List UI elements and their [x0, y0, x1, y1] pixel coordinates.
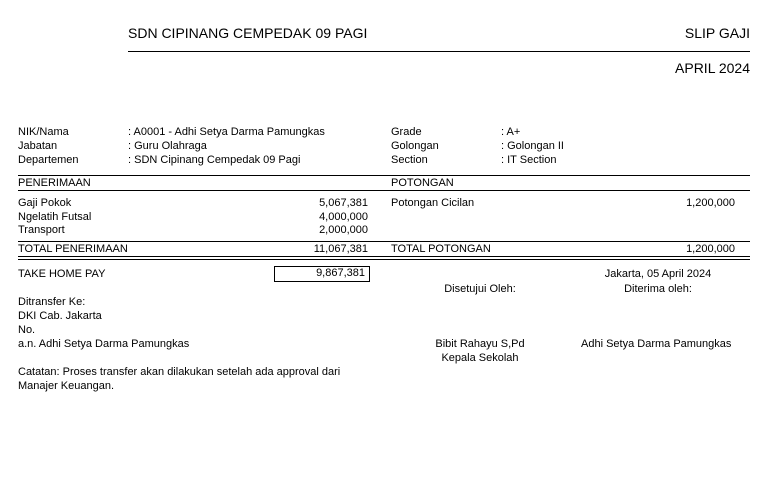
section-value: : IT Section — [501, 154, 557, 166]
penerimaan-item-label: Ngelatih Futsal — [18, 211, 92, 223]
nik-label: NIK/Nama — [18, 126, 69, 138]
total-potongan-label: TOTAL POTONGAN — [391, 243, 491, 255]
section-heading-rule — [18, 190, 750, 191]
approver-title: Kepala Sekolah — [441, 352, 519, 364]
golongan-label: Golongan — [391, 140, 439, 152]
potongan-item-label: Potongan Cicilan — [391, 197, 475, 209]
penerimaan-item-amount: 5,067,381 — [319, 197, 368, 209]
grade-label: Grade — [391, 126, 422, 138]
receiver-name: Adhi Setya Darma Pamungkas — [581, 338, 732, 350]
penerimaan-item-label: Gaji Pokok — [18, 197, 72, 209]
transfer-line: Ditransfer Ke: — [18, 296, 86, 308]
approved-label: Disetujui Oleh: — [444, 283, 516, 295]
take-home-label: TAKE HOME PAY — [18, 268, 106, 280]
penerimaan-item-amount: 2,000,000 — [319, 224, 368, 236]
transfer-account-no: No. — [18, 324, 36, 336]
total-penerimaan-label: TOTAL PENERIMAAN — [18, 243, 128, 255]
totals-bottom-rule-1 — [18, 256, 750, 257]
golongan-value: : Golongan II — [501, 140, 564, 152]
received-label: Diterima oleh: — [624, 283, 692, 295]
approver-name: Bibit Rahayu S,Pd — [435, 338, 525, 350]
departemen-value: : SDN Cipinang Cempedak 09 Pagi — [128, 154, 301, 166]
transfer-account-name: a.n. Adhi Setya Darma Pamungkas — [18, 338, 190, 350]
period: APRIL 2024 — [675, 60, 750, 76]
place-date: Jakarta, 05 April 2024 — [604, 268, 712, 280]
school-name: SDN CIPINANG CEMPEDAK 09 PAGI — [128, 25, 368, 41]
penerimaan-item-label: Transport — [18, 224, 65, 236]
nik-value: : A0001 - Adhi Setya Darma Pamungkas — [128, 126, 325, 138]
total-penerimaan-amount: 11,067,381 — [313, 243, 368, 255]
note-line-2: Manajer Keuangan. — [18, 380, 115, 392]
potongan-heading: POTONGAN — [391, 177, 454, 189]
jabatan-value: : Guru Olahraga — [128, 140, 207, 152]
section-top-rule — [18, 175, 750, 176]
total-potongan-amount: 1,200,000 — [686, 243, 735, 255]
note-line-1: Catatan: Proses transfer akan dilakukan setelah ada approval dari — [18, 366, 341, 378]
grade-value: : A+ — [501, 126, 521, 138]
take-home-amount: 9,867,381 — [274, 266, 370, 282]
totals-bottom-rule-2 — [18, 259, 750, 260]
transfer-bank: DKI Cab. Jakarta — [18, 310, 102, 322]
potongan-item-amount: 1,200,000 — [686, 197, 735, 209]
penerimaan-heading: PENERIMAAN — [18, 177, 91, 189]
jabatan-label: Jabatan — [18, 140, 58, 152]
departemen-label: Departemen — [18, 154, 79, 166]
header-divider — [128, 51, 750, 52]
penerimaan-item-amount: 4,000,000 — [319, 211, 368, 223]
document-title: SLIP GAJI — [684, 25, 750, 41]
section-label: Section — [391, 154, 428, 166]
